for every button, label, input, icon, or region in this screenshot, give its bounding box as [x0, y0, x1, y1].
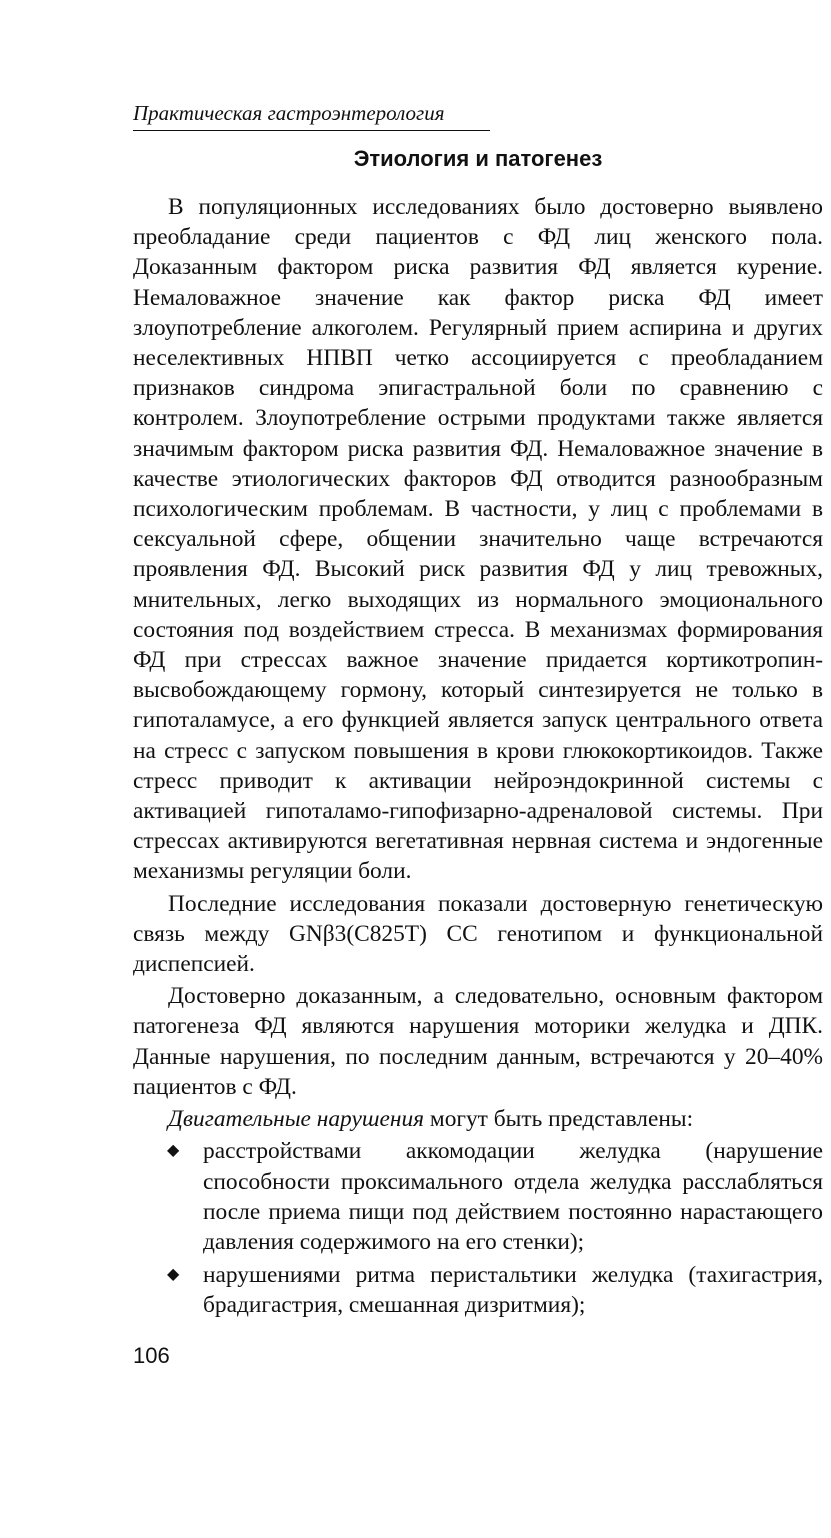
- list-item-text: расстройствами аккомодации желудка (нарушение способности проксимального отдела желудка расслабляться после приема пищи под действием постоянно нарастающего давления содержимого на его стенки);: [203, 1138, 823, 1255]
- page-body: [133, 192, 823, 1324]
- paragraph-genetics: Последние исследования показали достоверную генетическую связь между GNβ3(C825T) CC генотипом и функциональной диспепсией.: [133, 890, 823, 978]
- list-item: [133, 1136, 823, 1257]
- paragraph-pathogenesis: Достоверно доказанным, а следовательно, основным фактором патогенеза ФД являются нарушения моторики желудка и ДПК. Данные нарушения, по последним данным, встречаются у 20–40% пациентов с ФД.: [133, 983, 823, 1100]
- list-item: [133, 1260, 823, 1320]
- diamond-bullet-icon: ◆: [167, 1142, 180, 1160]
- motor-disorders-list: [133, 1136, 823, 1320]
- diamond-bullet-icon: ◆: [167, 1266, 180, 1284]
- list-item-text: нарушениями ритма перистальтики желудка (тахигастрия, брадигастрия, смешанная дизритмия);: [203, 1262, 823, 1319]
- section-title: Этиология и патогенез: [353, 146, 603, 171]
- page-number: 106: [133, 1343, 170, 1368]
- running-head: Практическая гастроэнтерология: [133, 100, 490, 131]
- motor-intro-rest: могут быть представлены:: [424, 1106, 694, 1133]
- motor-intro-italic: Двигательные нарушения: [168, 1106, 425, 1133]
- paragraph-motor-intro: [133, 1104, 823, 1134]
- paragraph-etiology: В популяционных исследованиях было достоверно выявлено преобладание среди пациентов с ФД лиц женского пола. Доказанным фактором риска развития ФД является курение. Немаловажное значение как фактор риска ФД имеет злоупотребление алкоголем. Регулярный прием аспирина и других неселективных НПВП четко ассоциируется с преобладанием признаков синдрома эпигастральной боли по сравнению с контролем. Злоупотребление острыми продуктами также является значимым фактором риска развития ФД. Немаловажное значение в качестве этиологических факторов ФД отводится разнообразным психологическим проблемам. В частности, у лиц с проблемами в сексуальной сфере, общении значительно чаще встречаются проявления ФД. Высокий риск развития ФД у лиц тревожных, мнительных, легко выходящих из нормального эмоционального состояния под воздействием стресса. В механизмах формирования ФД при стрессах важное значение придается кортикотропин-высвобождающему гормону, который синтезируется не только в гипоталамусе, а его функцией является запуск центрального ответа на стресс с запуском повышения в крови глюкокортикоидов. Также стресс приводит к активации нейроэндокринной системы с активацией гипоталамо-гипофизарно-адреналовой системы. При стрессах активируются вегетативная нервная система и эндогенные механизмы регуляции боли.: [133, 194, 823, 885]
